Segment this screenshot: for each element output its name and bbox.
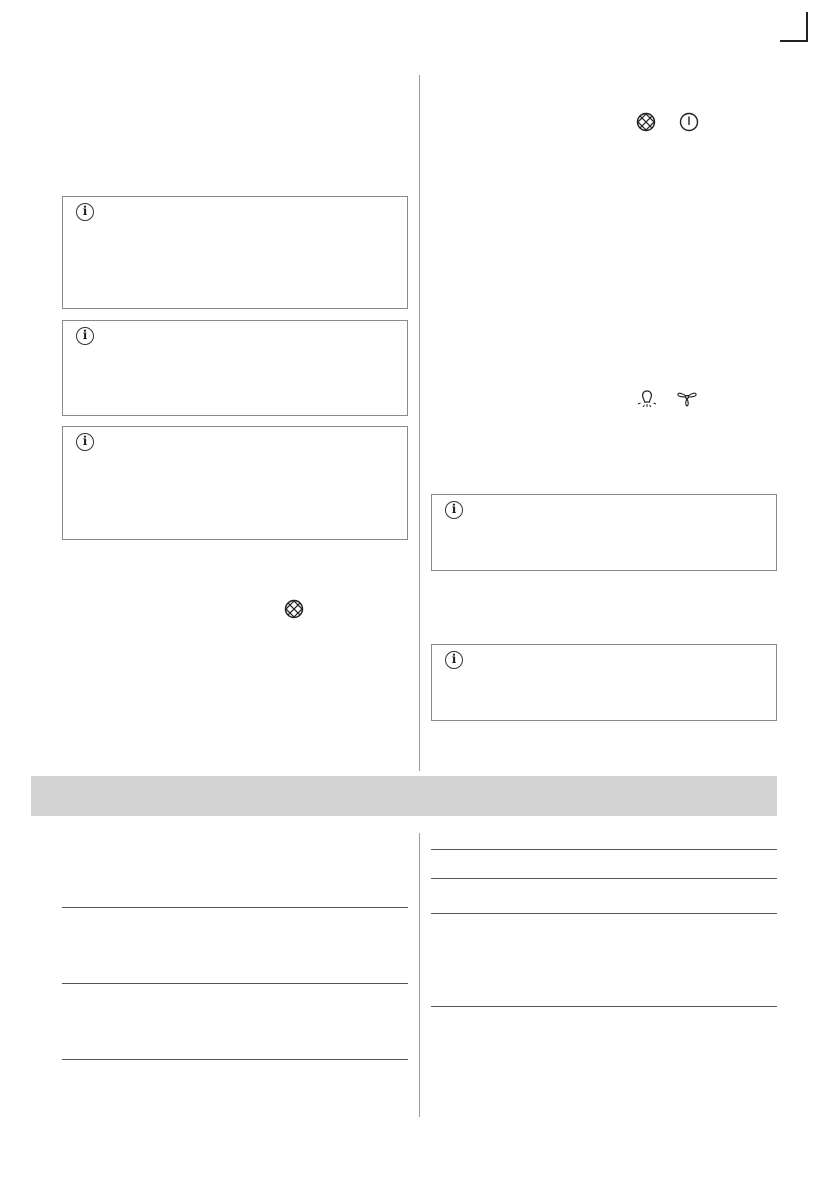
table-rule xyxy=(62,1059,408,1060)
grease-filter-icon xyxy=(284,599,304,619)
fan-icon xyxy=(676,388,698,408)
info-note-3 xyxy=(62,426,408,540)
table-rule xyxy=(431,913,777,914)
info-icon: i xyxy=(445,651,463,669)
column-divider-top xyxy=(419,75,420,771)
table-rule xyxy=(431,849,777,850)
table-rule xyxy=(431,878,777,879)
table-rule xyxy=(62,983,408,984)
info-note-1 xyxy=(62,196,408,309)
info-icon: i xyxy=(76,327,94,345)
info-icon: i xyxy=(76,203,94,221)
info-note-2 xyxy=(62,320,408,416)
info-icon: i xyxy=(76,433,94,451)
info-note-5 xyxy=(431,644,777,721)
table-rule xyxy=(62,907,408,908)
section-heading-bar xyxy=(31,776,777,816)
table-rule xyxy=(431,1006,777,1007)
info-icon: i xyxy=(445,501,463,519)
crop-mark xyxy=(780,12,808,42)
power-icon xyxy=(679,112,699,132)
grease-filter-icon xyxy=(636,112,656,132)
column-divider-bottom xyxy=(419,833,420,1117)
info-note-4 xyxy=(431,494,777,571)
light-icon xyxy=(637,388,657,408)
